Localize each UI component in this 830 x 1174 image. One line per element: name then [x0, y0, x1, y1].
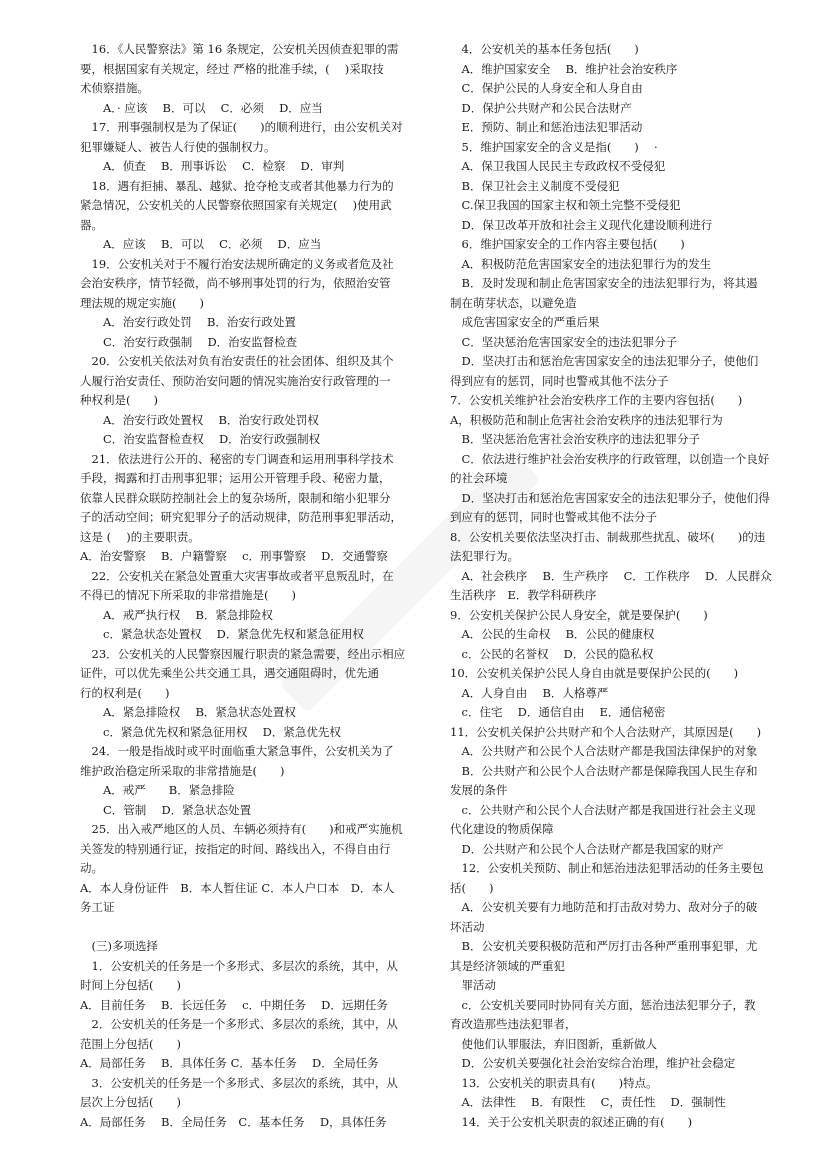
text-line: A．目前任务 B．长远任务 c．中期任务 D．远期任务 — [80, 997, 388, 1012]
text-line: C．管制 D．紧急状态处置 — [80, 802, 252, 817]
text-line: 3．公安机关的任务是一个多形式、多层次的系统，其中，从 — [80, 1075, 398, 1090]
text-line: c．住宅 D．通信自由 E．通信秘密 — [450, 705, 666, 719]
text-line: 4．公安机关的基本任务包括( ) — [450, 42, 639, 56]
text-line: 手段，揭露和打击刑事犯罪；运用公开管理手段、秘密力量， — [80, 471, 391, 485]
text-line: D．公共财产和公民个人合法财产都是我国家的财产 — [450, 841, 724, 856]
text-line: A．戒严执行权 B．紧急排险权 — [80, 607, 273, 622]
text-line: 2．公安机关的任务是一个多形式、多层次的系统，其中，从 — [80, 1017, 398, 1031]
text-line: D．保护公共财产和公民合法财产 — [450, 100, 632, 115]
text-line: B．坚决惩治危害社会治安秩序的违法犯罪分子 — [450, 432, 700, 446]
text-line: 子的活动空间；研究犯罪分子的活动规律，防范刑事犯罪活动， — [80, 510, 402, 524]
text-line: 时间上分包括( ) — [80, 978, 181, 992]
text-line: 18．遇有拒捕、暴乱、越狱、抢夺枪支或者其他暴力行为的 — [80, 178, 394, 193]
text-line: 动。 — [80, 861, 103, 875]
text-line: 务工证 — [80, 900, 115, 914]
text-line: C．坚决惩治危害国家安全的违法犯罪分子 — [450, 334, 678, 349]
text-line: 器。 — [80, 217, 103, 232]
text-line: 紧急情况，公安机关的人民警察依照国家有关规定( )使用武 — [80, 198, 392, 212]
text-line: A．局部任务 B．具体任务 C．基本任务 D．全局任务 — [80, 1056, 379, 1070]
text-line: C．保护公民的人身安全和人身自由 — [450, 81, 643, 95]
text-line: 8．公安机关要依法坚决打击、制裁那些扰乱、破坏( )的违 — [450, 529, 766, 544]
text-line: A．保卫我国人民民主专政政权不受侵犯 — [450, 159, 666, 173]
left-text-column — [80, 40, 425, 1132]
text-line: A．治安警察 B．户籍警察 c．刑事警察 D．交通警察 — [80, 549, 388, 563]
text-line: D．保卫改革开放和社会主义现代化建设顺利进行 — [450, 217, 713, 232]
text-line: 11．公安机关保护公共财产和个人合法财产，其原因是( ) — [450, 724, 762, 739]
text-line: c．公安机关要同时协同有关方面，惩治违法犯罪分子，教 — [450, 997, 756, 1012]
text-line: 17．刑事强制权是为了保证( )的顺利进行，由公安机关对 — [80, 120, 403, 134]
text-line: A，积极防范和制止危害社会治安秩序的违法犯罪行为 — [450, 412, 723, 427]
text-line: 9．公安机关保护公民人身安全，就是要保护( ) — [450, 607, 708, 622]
text-line: A．应该 B．可以 C．必须 D．应当 — [80, 237, 322, 251]
text-line: c．紧急优先权和紧急征用权 D．紧急优先权 — [80, 724, 341, 739]
text-line: 20．公安机关依法对负有治安责任的社会团体、组织及其个 — [80, 354, 394, 368]
text-line: 6．维护国家安全的工作内容主要包括( ) — [450, 237, 685, 251]
text-line: D．坚决打击和惩治危害国家安全的违法犯罪分子，使他们 — [450, 354, 759, 368]
text-line: C．治安行政强制 D．治安监督检查 — [80, 334, 298, 349]
text-line: 括( ) — [450, 880, 494, 895]
text-line: A．局部任务 B．全局任务 C．基本任务 D，具体任务 — [80, 1114, 387, 1129]
text-line: C．依法进行维护社会治安秩序的行政管理，以创造一个良好 — [450, 451, 770, 466]
text-line: 层次上分包括( ) — [80, 1095, 181, 1109]
text-line: E．预防、制止和惩治违法犯罪活动 — [450, 120, 643, 134]
text-line: 发展的条件 — [450, 783, 508, 797]
text-line: C.保卫我国的国家主权和领土完整不受侵犯 — [450, 198, 681, 212]
text-line: A．紧急排险权 B．紧急状态处置权 — [80, 705, 296, 719]
text-line: B．及时发现和制止危害国家安全的违法犯罪行为，将其遏 — [450, 276, 758, 290]
text-line: B．保卫社会主义制度不受侵犯 — [450, 178, 620, 193]
text-line: 19．公安机关对于不履行治安法规所确定的义务或者危及社 — [80, 256, 394, 271]
text-line: C．治安监督检查权 D．治安行政强制权 — [80, 432, 321, 446]
text-line: 得到应有的惩罚，同时也警戒其他不法分子 — [450, 373, 669, 388]
text-line: D．坚决打击和惩治危害国家安全的违法犯罪分子，使他们得 — [450, 490, 770, 505]
text-line: c．公民的名誉权 D．公民的隐私权 — [450, 646, 654, 661]
text-line: 范围上分包括( ) — [80, 1036, 181, 1051]
text-line: 术侦察措施。 — [80, 81, 149, 95]
text-line: A．本人身份证件 B．本人暂住证 C．本人户口本 D．本人 — [80, 880, 395, 895]
text-line: A．公共财产和公民个人合法财产都是我国法律保护的对象 — [450, 744, 758, 758]
text-line: 人履行治安责任、预防治安问题的情况实施治安行政管理的一 — [80, 373, 391, 388]
text-line: 罪活动 — [450, 978, 496, 992]
text-line: 代化建设的物质保障 — [450, 822, 554, 836]
text-line: 生活秩序 E．教学科研秩序 — [450, 588, 597, 602]
text-line: 到应有的惩罚，同时也警戒其他不法分子 — [450, 510, 657, 524]
text-line: A．法律性 B．有限性 C，责任性 D．强制性 — [450, 1095, 726, 1109]
text-line: 10．公安机关保护公民人身自由就是要保护公民的( ) — [450, 666, 739, 680]
text-line: 依靠人民群众联防控制社会上的复杂场所，限制和缩小犯罪分 — [80, 490, 391, 505]
text-line: 关签发的特别通行证，按指定的时间、路线出入，不得自由行 — [80, 841, 391, 856]
right-text-column — [450, 40, 795, 1132]
text-line: A．维护国家安全 B．维护社会治安秩序 — [450, 61, 678, 76]
text-line: 7．公安机关维护社会治安秩序工作的主要内容包括( ) — [450, 393, 743, 407]
text-line: 这是 ( )的主要职责。 — [80, 529, 200, 544]
text-line: 使他们认罪服法，弃旧图新，重新做人 — [450, 1036, 657, 1051]
text-line: A．戒严 B．紧急排险 — [80, 783, 235, 797]
text-line: 行的权利是( ) — [80, 685, 170, 700]
text-line: 成危害国家安全的严重后果 — [450, 315, 600, 329]
text-line: 1．公安机关的任务是一个多形式、多层次的系统，其中，从 — [80, 958, 398, 973]
text-line: A．治安行政处置权 B．治安行政处罚权 — [80, 412, 319, 427]
text-line: B．公安机关要积极防范和严厉打击各种严重刑事犯罪，尤 — [450, 939, 758, 953]
text-line: A．积极防范危害国家安全的违法犯罪行为的发生 — [450, 256, 712, 271]
text-line: 不得已的情况下所采取的非常措施是( ) — [80, 588, 296, 602]
text-line: A．公安机关要有力地防范和打击敌对势力、敌对分子的破 — [450, 900, 758, 914]
text-line: 22．公安机关在紧急处置重大灾害事故或者平息叛乱时，在 — [80, 568, 394, 583]
text-line: 24．一般是指战时或平时面临重大紧急事件，公安机关为了 — [80, 744, 394, 758]
text-line: 16．《人民警察法》第 16 条规定，公安机关因侦查犯罪的需 — [80, 42, 399, 56]
text-line: 维护政治稳定所采取的非常措施是( ) — [80, 763, 285, 778]
text-line: 5．维护国家安全的含义是指( ) · — [450, 139, 658, 154]
text-line: A．侦查 B．刑事诉讼 C．检察 D．审判 — [80, 159, 345, 173]
text-line: 育改造那些违法犯罪者， — [450, 1017, 577, 1031]
text-line: 坏活动 — [450, 919, 485, 934]
text-line: 的社会环境 — [450, 471, 508, 485]
text-line: D．公安机关要强化社会治安综合治理，维护社会稳定 — [450, 1056, 736, 1070]
text-line: A．公民的生命权 B．公民的健康权 — [450, 627, 655, 641]
text-line: A．· 应该 B．可以 C．必须 D．应当 — [80, 100, 323, 115]
text-line: 种权利是( ) — [80, 393, 158, 407]
text-line: 21．依法进行公开的、秘密的专门调查和运用刑事科学技术 — [80, 451, 394, 466]
text-line: (三)多项选择 — [80, 939, 158, 953]
text-line: 制在萌芽状态，以避免造 — [450, 295, 577, 310]
text-line: A．治安行政处罚 B．治安行政处置 — [80, 315, 296, 329]
text-line: 犯罪嫌疑人、被告人行使的强制权力。 — [80, 139, 276, 154]
text-line: A．人身自由 B．人格尊严 — [450, 685, 609, 700]
text-line: 会治安秩序，情节轻微，尚不够刑事处罚的行为，依照治安管 — [80, 276, 391, 290]
text-line: 12．公安机关预防、制止和惩治违法犯罪活动的任务主要包 — [450, 861, 764, 875]
text-line: 13．公安机关的职责具有( )特点。 — [450, 1075, 658, 1090]
text-line: c．紧急状态处置权 D．紧急优先权和紧急征用权 — [80, 627, 364, 641]
text-line: B．公共财产和公民个人合法财产都是保障我国人民生存和 — [450, 763, 758, 778]
text-line: A．社会秩序 B．生产秩序 C．工作秩序 D．人民群众 — [450, 568, 772, 583]
text-line: c．公共财产和公民个人合法财产都是我国进行社会主义现 — [450, 802, 756, 817]
text-line: 法犯罪行为。 — [450, 549, 519, 563]
text-line: 25．出入戒严地区的人员、车辆必须持有( )和戒严实施机 — [80, 822, 403, 836]
text-line: 其是经济领域的严重犯 — [450, 958, 565, 973]
text-line: 14．关于公安机关职责的叙述正确的有( ) — [450, 1114, 693, 1129]
text-line: 要，根据国家有关规定，经过 严格的批准手续，( )采取技 — [80, 61, 384, 76]
text-line: 证件，可以优先乘坐公共交通工具，遇交通阻碍时，优先通 — [80, 666, 379, 680]
text-line: 23．公安机关的人民警察因履行职责的紧急需要，经出示相应 — [80, 646, 406, 661]
text-line: 理法规的规定实施( ) — [80, 295, 204, 310]
text-line — [80, 918, 425, 938]
